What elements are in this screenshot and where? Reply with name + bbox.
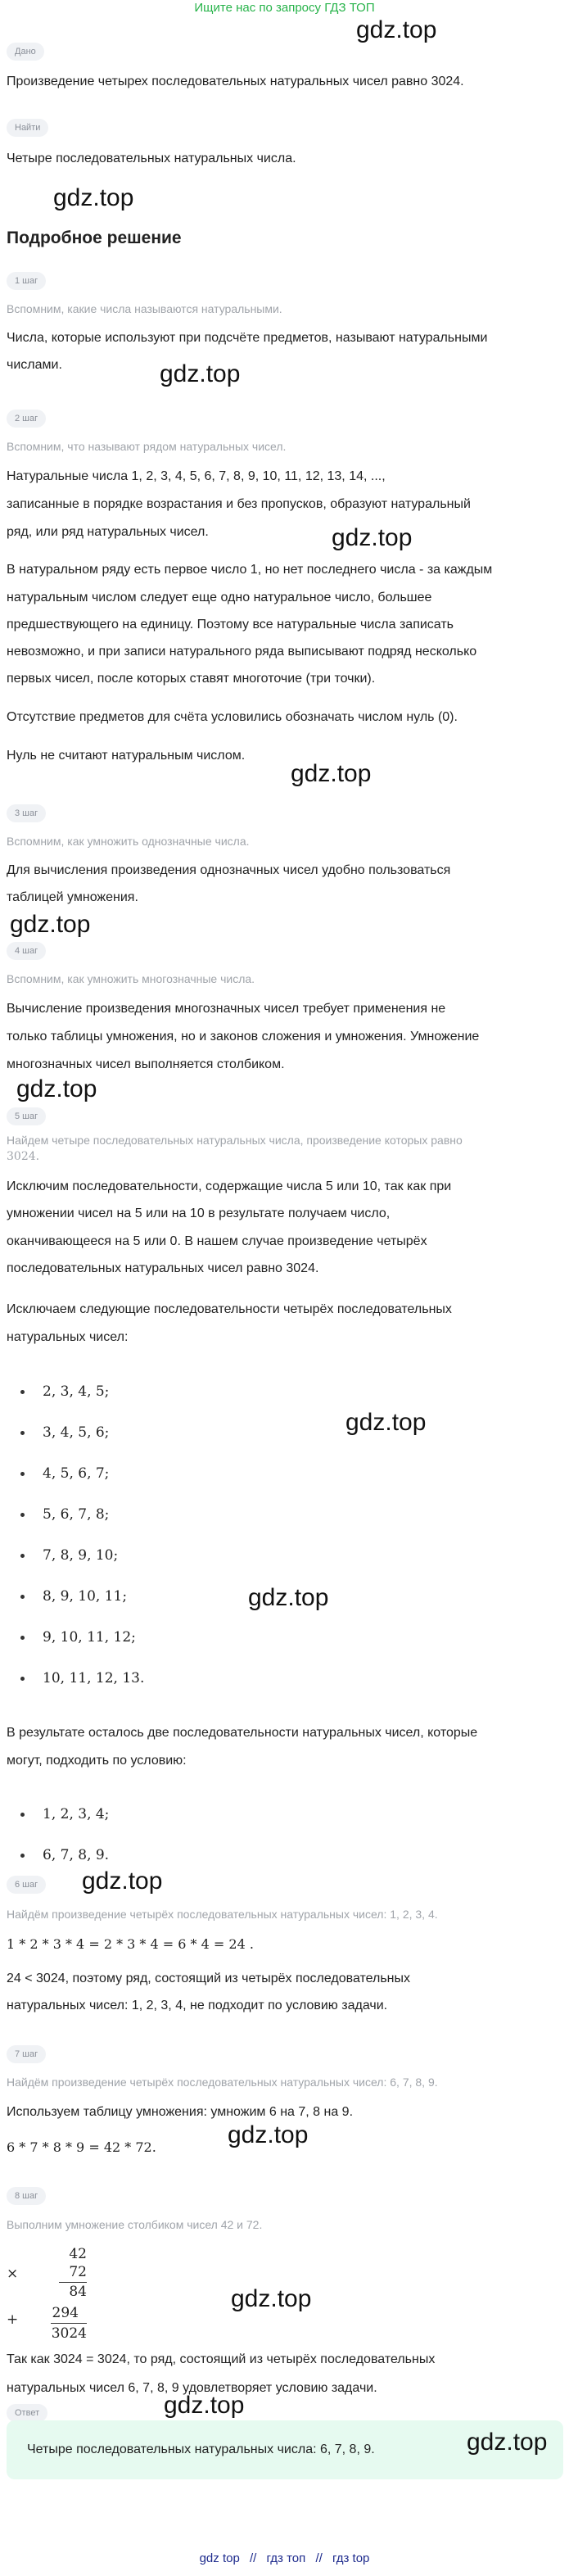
watermark: gdz.top — [160, 360, 241, 387]
step6-line: натуральных чисел: 1, 2, 3, 4, не подходит по условию задачи. — [7, 1999, 388, 2012]
step3-line: Для вычисления произведения однозначных чисел удобно пользоваться — [7, 863, 451, 877]
given-tag: Дано — [7, 43, 44, 61]
step5-line: умножении чисел на 5 или на 10 в результате получаем число, — [7, 1207, 391, 1220]
step2-line: натуральным числом следует еще одно натуральное число, большее — [7, 591, 432, 604]
partial-1: 84 — [69, 2284, 87, 2300]
step5-line: Исключим последовательности, содержащие числа 5 или 10, так как при — [7, 1179, 452, 1193]
step5-line: натуральных чисел: — [7, 1330, 129, 1344]
list-item: 1, 2, 3, 4; — [20, 1802, 109, 1827]
watermark: gdz.top — [53, 184, 134, 211]
step6-hint: Найдём произведение четырёх последовательных натуральных чисел: 1, 2, 3, 4. — [7, 1908, 438, 1921]
footer-separator: // — [249, 2551, 257, 2565]
step1-hint: Вспомним, какие числа называются натуральными. — [7, 302, 282, 315]
step2-line: Отсутствие предметов для счёта условились обозначать числом нуль (0). — [7, 710, 458, 724]
step1-line: числами. — [7, 358, 62, 372]
given-text: Произведение четырех последовательных натуральных чисел равно 3024. — [7, 75, 464, 88]
footer-links — [0, 2551, 569, 2565]
find-text: Четыре последовательных натуральных числа. — [7, 152, 296, 165]
footer-separator: // — [315, 2551, 323, 2565]
step2-line: записанные в порядке возрастания и без пропусков, образуют натуральный — [7, 497, 471, 511]
answer-text: Четыре последовательных натуральных числа: 6, 7, 8, 9. — [27, 2442, 375, 2456]
step7-line: Используем таблицу умножения: умножим 6 на 7, 8 на 9. — [7, 2105, 354, 2119]
step2-line: ряд, или ряд натуральных чисел. — [7, 525, 209, 539]
step4-line: многозначных чисел выполняется столбиком. — [7, 1057, 285, 1071]
watermark: gdz.top — [82, 1867, 163, 1895]
step2-tag: 2 шаг — [7, 410, 46, 428]
step1-tag: 1 шаг — [7, 272, 46, 290]
step5-line: Исключаем следующие последовательности четырёх последовательных — [7, 1302, 452, 1316]
step6-tag: 6 шаг — [7, 1876, 46, 1894]
step2-line: предшествующего на единицу. Поэтому все натуральные числа записать — [7, 618, 454, 632]
step5-line: могут, подходить по условию: — [7, 1754, 187, 1768]
step4-hint: Вспомним, как умножить многозначные числа. — [7, 972, 255, 985]
step5-hint: 3024. — [7, 1150, 40, 1163]
watermark: gdz.top — [231, 2285, 312, 2312]
list-item: 5, 6, 7, 8; — [20, 1502, 109, 1527]
watermark: gdz.top — [291, 760, 372, 787]
divider — [51, 2323, 87, 2324]
step5-line: В результате осталось две последовательности натуральных чисел, которые — [7, 1726, 478, 1740]
watermark: gdz.top — [345, 1409, 427, 1436]
list-item: 8, 9, 10, 11; — [20, 1584, 127, 1609]
step2-line: Нуль не считают натуральным числом. — [7, 749, 246, 763]
step4-tag: 4 шаг — [7, 942, 46, 960]
step2-line: невозможно, и при записи натурального ряда выписывают подряд несколько — [7, 645, 477, 659]
step4-line: Вычисление произведения многозначных чисел требует применения не — [7, 1002, 446, 1016]
list-item: 9, 10, 11, 12; — [20, 1625, 136, 1650]
step5-line: последовательных натуральных чисел равно 3024. — [7, 1261, 319, 1275]
step3-line: таблицей умножения. — [7, 890, 138, 904]
factor-b: 72 — [69, 2264, 87, 2280]
step5-hint: Найдем четыре последовательных натуральных числа, произведение которых равно — [7, 1134, 463, 1147]
column-multiplication — [7, 2239, 105, 2361]
watermark: gdz.top — [467, 2429, 548, 2456]
answer-tag: Ответ — [7, 2404, 47, 2422]
watermark: gdz.top — [164, 2392, 245, 2419]
watermark: gdz.top — [356, 16, 437, 43]
watermark: gdz.top — [248, 1584, 329, 1611]
step1-line: Числа, которые используют при подсчёте предметов, называют натуральными — [7, 331, 488, 345]
list-item: 2, 3, 4, 5; — [20, 1379, 109, 1404]
step5-tag: 5 шаг — [7, 1107, 46, 1125]
step3-tag: 3 шаг — [7, 804, 46, 822]
partial-2: 294 — [52, 2305, 79, 2321]
top-banner[interactable]: Ищите нас по запросу ГДЗ ТОП — [194, 1, 375, 15]
footer-link[interactable]: gdz top — [199, 2551, 240, 2565]
list-item: 7, 8, 9, 10; — [20, 1543, 118, 1568]
list-item: 3, 4, 5, 6; — [20, 1420, 109, 1445]
watermark: gdz.top — [16, 1075, 97, 1102]
times-sign: × — [7, 2266, 19, 2282]
step6-calc: 1 * 2 * 3 * 4 = 2 * 3 * 4 = 6 * 4 = 24 . — [7, 1936, 254, 1952]
step8-line: Так как 3024 = 3024, то ряд, состоящий из четырёх последовательных — [7, 2352, 436, 2366]
list-item: 10, 11, 12, 13. — [20, 1666, 144, 1691]
watermark: gdz.top — [10, 911, 91, 938]
footer-link[interactable]: гдз top — [332, 2551, 370, 2565]
step3-hint: Вспомним, как умножить однозначные числа. — [7, 835, 250, 848]
list-item: 6, 7, 8, 9. — [20, 1843, 109, 1867]
find-tag: Найти — [7, 119, 48, 137]
step2-line: первых чисел, после которых ставят многоточие (три точки). — [7, 672, 376, 686]
step7-hint: Найдём произведение четырёх последовательных натуральных чисел: 6, 7, 8, 9. — [7, 2076, 438, 2089]
step4-line: только таблицы умножения, но и законов сложения и умножения. Умножение — [7, 1030, 480, 1044]
step8-line: натуральных чисел 6, 7, 8, 9 удовлетворяет условию задачи. — [7, 2381, 377, 2395]
step5-line: оканчивающееся на 5 или 0. В нашем случае произведение четырёх — [7, 1234, 427, 1248]
step8-tag: 8 шаг — [7, 2187, 46, 2205]
step6-line: 24 < 3024, поэтому ряд, состоящий из четырёх последовательных — [7, 1972, 411, 1985]
solution-title: Подробное решение — [7, 229, 182, 247]
footer-link[interactable]: гдз топ — [266, 2551, 306, 2565]
factor-a: 42 — [69, 2246, 87, 2262]
plus-sign: + — [7, 2311, 19, 2328]
watermark: gdz.top — [332, 524, 413, 551]
watermark: gdz.top — [228, 2121, 309, 2148]
list-item: 4, 5, 6, 7; — [20, 1461, 109, 1486]
step2-line: В натуральном ряду есть первое число 1, но нет последнего числа - за каждым — [7, 563, 493, 577]
step8-hint: Выполним умножение столбиком чисел 42 и 72. — [7, 2218, 263, 2231]
step7-tag: 7 шаг — [7, 2045, 46, 2063]
result: 3024 — [51, 2325, 87, 2342]
step2-line: Натуральные числа 1, 2, 3, 4, 5, 6, 7, 8, 9, 10, 11, 12, 13, 14, ..., — [7, 469, 386, 483]
step7-calc: 6 * 7 * 8 * 9 = 42 * 72. — [7, 2139, 156, 2155]
step2-hint: Вспомним, что называют рядом натуральных чисел. — [7, 440, 287, 453]
